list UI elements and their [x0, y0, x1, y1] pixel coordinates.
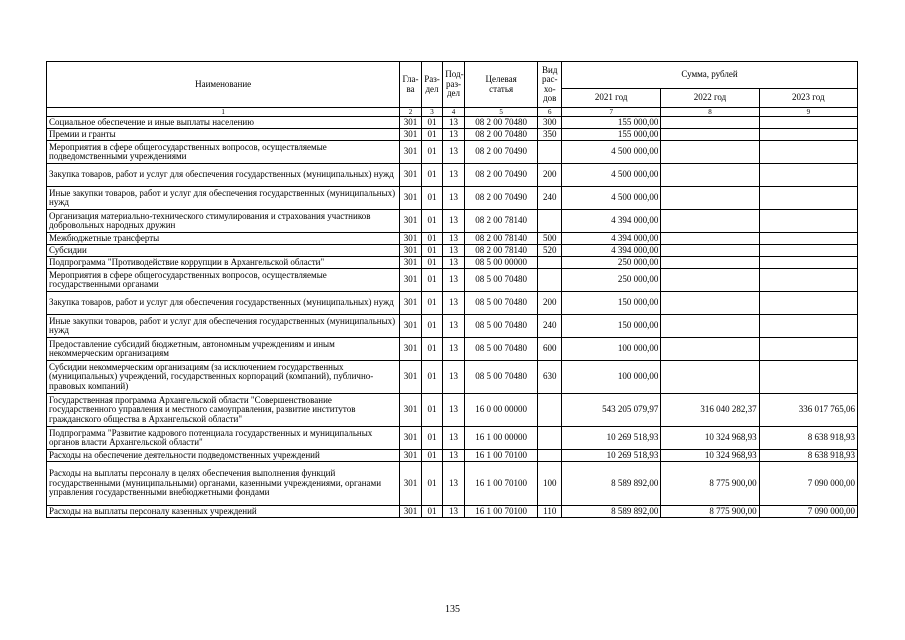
table-row [47, 506, 858, 518]
expense-type-cell: 240 [538, 187, 562, 210]
amount-2023-cell [759, 257, 857, 269]
amount-2022-cell [661, 141, 759, 164]
amount-2021-cell: 250 000,00 [562, 269, 661, 292]
table-row [47, 210, 858, 233]
page-number: 135 [445, 604, 460, 615]
chapter-cell: 301 [400, 187, 422, 210]
target-article-cell: 08 2 00 78140 [464, 233, 538, 245]
table-row [47, 315, 858, 338]
expense-type-cell: 110 [538, 506, 562, 518]
amount-2022-cell [661, 315, 759, 338]
target-article-cell: 08 5 00 70480 [464, 315, 538, 338]
target-article-cell: 16 1 00 70100 [464, 462, 538, 506]
section-cell: 01 [421, 141, 443, 164]
index-cell: 7 [562, 108, 661, 117]
expense-type-cell [538, 394, 562, 427]
amount-2023-cell [759, 117, 857, 129]
table-row [47, 269, 858, 292]
row-name-cell: Мероприятия в сфере общегосударственных вопросов, осуществляемые государственными органами [47, 269, 400, 292]
target-article-cell: 08 2 00 70480 [464, 129, 538, 141]
column-index-row [47, 108, 858, 117]
amount-2021-cell: 4 394 000,00 [562, 210, 661, 233]
amount-2023-cell [759, 141, 857, 164]
amount-2022-cell: 10 324 968,93 [661, 450, 759, 462]
amount-2022-cell: 10 324 968,93 [661, 427, 759, 450]
index-cell: 8 [661, 108, 759, 117]
table-row [47, 394, 858, 427]
amount-2021-cell: 8 589 892,00 [562, 506, 661, 518]
table-row [47, 187, 858, 210]
chapter-cell: 301 [400, 427, 422, 450]
subsection-cell: 13 [443, 338, 465, 361]
table-body [47, 108, 858, 518]
header-name: Наименование [47, 62, 400, 108]
chapter-cell: 301 [400, 245, 422, 257]
amount-2023-cell: 336 017 765,06 [759, 394, 857, 427]
row-name-cell: Премии и гранты [47, 129, 400, 141]
amount-2023-cell [759, 210, 857, 233]
index-cell: 9 [759, 108, 857, 117]
chapter-cell: 301 [400, 129, 422, 141]
subsection-cell: 13 [443, 506, 465, 518]
table-row [47, 117, 858, 129]
subsection-cell: 13 [443, 187, 465, 210]
target-article-cell: 08 5 00 70480 [464, 361, 538, 394]
expense-type-cell: 600 [538, 338, 562, 361]
header-razdel: Раз- дел [421, 62, 443, 108]
amount-2022-cell [661, 292, 759, 315]
subsection-cell: 13 [443, 210, 465, 233]
chapter-cell: 301 [400, 315, 422, 338]
chapter-cell: 301 [400, 462, 422, 506]
chapter-cell: 301 [400, 361, 422, 394]
target-article-cell: 16 1 00 00000 [464, 427, 538, 450]
header-2023: 2023 год [759, 89, 857, 108]
amount-2021-cell: 4 394 000,00 [562, 245, 661, 257]
section-cell: 01 [421, 164, 443, 187]
target-article-cell: 08 2 00 70490 [464, 164, 538, 187]
row-name-cell: Расходы на обеспечение деятельности подведомственных учреждений [47, 450, 400, 462]
header-vid: Вид рас- хо- дов [538, 62, 562, 108]
section-cell: 01 [421, 187, 443, 210]
section-cell: 01 [421, 292, 443, 315]
subsection-cell: 13 [443, 257, 465, 269]
amount-2023-cell: 8 638 918,93 [759, 450, 857, 462]
expense-type-cell [538, 141, 562, 164]
chapter-cell: 301 [400, 117, 422, 129]
amount-2021-cell: 8 589 892,00 [562, 462, 661, 506]
expense-type-cell: 200 [538, 164, 562, 187]
amount-2022-cell [661, 129, 759, 141]
section-cell: 01 [421, 361, 443, 394]
index-cell: 3 [421, 108, 443, 117]
expense-type-cell: 350 [538, 129, 562, 141]
chapter-cell: 301 [400, 164, 422, 187]
amount-2021-cell: 10 269 518,93 [562, 450, 661, 462]
section-cell: 01 [421, 257, 443, 269]
chapter-cell: 301 [400, 506, 422, 518]
section-cell: 01 [421, 315, 443, 338]
target-article-cell: 08 2 00 70490 [464, 141, 538, 164]
subsection-cell: 13 [443, 450, 465, 462]
expense-type-cell: 520 [538, 245, 562, 257]
amount-2022-cell [661, 269, 759, 292]
amount-2022-cell [661, 187, 759, 210]
header-glava: Гла- ва [400, 62, 422, 108]
row-name-cell: Социальное обеспечение и иные выплаты населению [47, 117, 400, 129]
amount-2021-cell: 100 000,00 [562, 338, 661, 361]
expense-type-cell: 240 [538, 315, 562, 338]
subsection-cell: 13 [443, 129, 465, 141]
amount-2023-cell [759, 233, 857, 245]
subsection-cell: 13 [443, 427, 465, 450]
target-article-cell: 08 5 00 00000 [464, 257, 538, 269]
subsection-cell: 13 [443, 394, 465, 427]
chapter-cell: 301 [400, 292, 422, 315]
header-sum: Сумма, рублей [562, 62, 858, 89]
amount-2022-cell [661, 164, 759, 187]
expense-type-cell [538, 269, 562, 292]
target-article-cell: 16 0 00 00000 [464, 394, 538, 427]
amount-2023-cell [759, 292, 857, 315]
subsection-cell: 13 [443, 141, 465, 164]
amount-2023-cell [759, 338, 857, 361]
amount-2023-cell [759, 315, 857, 338]
table-row [47, 164, 858, 187]
index-cell: 2 [400, 108, 422, 117]
amount-2022-cell: 316 040 282,37 [661, 394, 759, 427]
amount-2023-cell [759, 245, 857, 257]
amount-2021-cell: 4 500 000,00 [562, 164, 661, 187]
subsection-cell: 13 [443, 315, 465, 338]
expense-type-cell: 630 [538, 361, 562, 394]
amount-2022-cell [661, 233, 759, 245]
table-row [47, 462, 858, 506]
subsection-cell: 13 [443, 462, 465, 506]
table-row [47, 141, 858, 164]
header-podrazdel: Под- раз- дел [443, 62, 465, 108]
budget-table [46, 61, 858, 518]
table-row [47, 292, 858, 315]
section-cell: 01 [421, 117, 443, 129]
amount-2022-cell [661, 245, 759, 257]
table-row [47, 233, 858, 245]
index-cell: 4 [443, 108, 465, 117]
amount-2021-cell: 250 000,00 [562, 257, 661, 269]
amount-2022-cell [661, 117, 759, 129]
amount-2021-cell: 150 000,00 [562, 292, 661, 315]
row-name-cell: Расходы на выплаты персоналу в целях обеспечения выполнения функций государственными (муниципальными) органами, казенными учреждениями, органами управления государственными внебюджетными фондами [47, 462, 400, 506]
chapter-cell: 301 [400, 394, 422, 427]
header-2022: 2022 год [661, 89, 759, 108]
chapter-cell: 301 [400, 233, 422, 245]
expense-type-cell [538, 450, 562, 462]
row-name-cell: Иные закупки товаров, работ и услуг для обеспечения государственных (муниципальных) нужд [47, 187, 400, 210]
section-cell: 01 [421, 338, 443, 361]
section-cell: 01 [421, 394, 443, 427]
table-row [47, 427, 858, 450]
row-name-cell: Иные закупки товаров, работ и услуг для обеспечения государственных (муниципальных) нужд [47, 315, 400, 338]
target-article-cell: 16 1 00 70100 [464, 450, 538, 462]
target-article-cell: 08 2 00 78140 [464, 210, 538, 233]
table-row [47, 257, 858, 269]
row-name-cell: Предоставление субсидий бюджетным, автономным учреждениям и иным некоммерческим организациям [47, 338, 400, 361]
section-cell: 01 [421, 450, 443, 462]
amount-2022-cell [661, 338, 759, 361]
section-cell: 01 [421, 210, 443, 233]
subsection-cell: 13 [443, 233, 465, 245]
row-name-cell: Государственная программа Архангельской области "Совершенствование государственного управления и местного самоуправления, развитие институтов гражданского общества в Архангельской области" [47, 394, 400, 427]
index-cell: 5 [464, 108, 538, 117]
amount-2023-cell [759, 361, 857, 394]
amount-2021-cell: 150 000,00 [562, 315, 661, 338]
expense-type-cell [538, 257, 562, 269]
row-name-cell: Подпрограмма "Развитие кадрового потенциала государственных и муниципальных органов власти Архангельской области" [47, 427, 400, 450]
row-name-cell: Межбюджетные трансферты [47, 233, 400, 245]
row-name-cell: Закупка товаров, работ и услуг для обеспечения государственных (муниципальных) нужд [47, 292, 400, 315]
expense-type-cell [538, 210, 562, 233]
header-2021: 2021 год [562, 89, 661, 108]
expense-type-cell: 200 [538, 292, 562, 315]
amount-2023-cell: 8 638 918,93 [759, 427, 857, 450]
section-cell: 01 [421, 506, 443, 518]
header-target: Целевая статья [464, 62, 538, 108]
chapter-cell: 301 [400, 210, 422, 233]
target-article-cell: 08 5 00 70480 [464, 269, 538, 292]
section-cell: 01 [421, 462, 443, 506]
subsection-cell: 13 [443, 269, 465, 292]
amount-2021-cell: 4 500 000,00 [562, 141, 661, 164]
amount-2023-cell [759, 187, 857, 210]
table-row [47, 245, 858, 257]
row-name-cell: Организация материально-технического стимулирования и страхования участников добровольных народных дружин [47, 210, 400, 233]
amount-2021-cell: 155 000,00 [562, 117, 661, 129]
amount-2023-cell [759, 164, 857, 187]
table-row [47, 129, 858, 141]
section-cell: 01 [421, 427, 443, 450]
amount-2021-cell: 4 500 000,00 [562, 187, 661, 210]
subsection-cell: 13 [443, 164, 465, 187]
chapter-cell: 301 [400, 450, 422, 462]
amount-2021-cell: 155 000,00 [562, 129, 661, 141]
amount-2022-cell [661, 361, 759, 394]
amount-2023-cell [759, 269, 857, 292]
chapter-cell: 301 [400, 338, 422, 361]
target-article-cell: 08 2 00 78140 [464, 245, 538, 257]
row-name-cell: Расходы на выплаты персоналу казенных учреждений [47, 506, 400, 518]
amount-2022-cell [661, 210, 759, 233]
chapter-cell: 301 [400, 269, 422, 292]
expense-type-cell: 100 [538, 462, 562, 506]
subsection-cell: 13 [443, 245, 465, 257]
row-name-cell: Подпрограмма "Противодействие коррупции в Архангельской области" [47, 257, 400, 269]
amount-2021-cell: 4 394 000,00 [562, 233, 661, 245]
target-article-cell: 08 2 00 70490 [464, 187, 538, 210]
subsection-cell: 13 [443, 292, 465, 315]
row-name-cell: Субсидии некоммерческим организациям (за исключением государственных (муниципальных) учреждений, государственных корпораций (компаний), публично-правовых компаний) [47, 361, 400, 394]
amount-2022-cell: 8 775 900,00 [661, 506, 759, 518]
amount-2023-cell: 7 090 000,00 [759, 506, 857, 518]
section-cell: 01 [421, 233, 443, 245]
target-article-cell: 08 5 00 70480 [464, 338, 538, 361]
section-cell: 01 [421, 129, 443, 141]
amount-2023-cell [759, 129, 857, 141]
target-article-cell: 16 1 00 70100 [464, 506, 538, 518]
target-article-cell: 08 5 00 70480 [464, 292, 538, 315]
amount-2022-cell [661, 257, 759, 269]
target-article-cell: 08 2 00 70480 [464, 117, 538, 129]
section-cell: 01 [421, 269, 443, 292]
subsection-cell: 13 [443, 117, 465, 129]
expense-type-cell: 500 [538, 233, 562, 245]
table-row [47, 338, 858, 361]
subsection-cell: 13 [443, 361, 465, 394]
index-cell: 6 [538, 108, 562, 117]
amount-2021-cell: 543 205 079,97 [562, 394, 661, 427]
expense-type-cell: 300 [538, 117, 562, 129]
row-name-cell: Мероприятия в сфере общегосударственных вопросов, осуществляемые подведомственными учреждениями [47, 141, 400, 164]
chapter-cell: 301 [400, 141, 422, 164]
section-cell: 01 [421, 245, 443, 257]
index-cell: 1 [47, 108, 400, 117]
amount-2021-cell: 100 000,00 [562, 361, 661, 394]
amount-2021-cell: 10 269 518,93 [562, 427, 661, 450]
expense-type-cell [538, 427, 562, 450]
amount-2022-cell: 8 775 900,00 [661, 462, 759, 506]
chapter-cell: 301 [400, 257, 422, 269]
table-row [47, 450, 858, 462]
row-name-cell: Закупка товаров, работ и услуг для обеспечения государственных (муниципальных) нужд [47, 164, 400, 187]
table-row [47, 361, 858, 394]
row-name-cell: Субсидии [47, 245, 400, 257]
amount-2023-cell: 7 090 000,00 [759, 462, 857, 506]
